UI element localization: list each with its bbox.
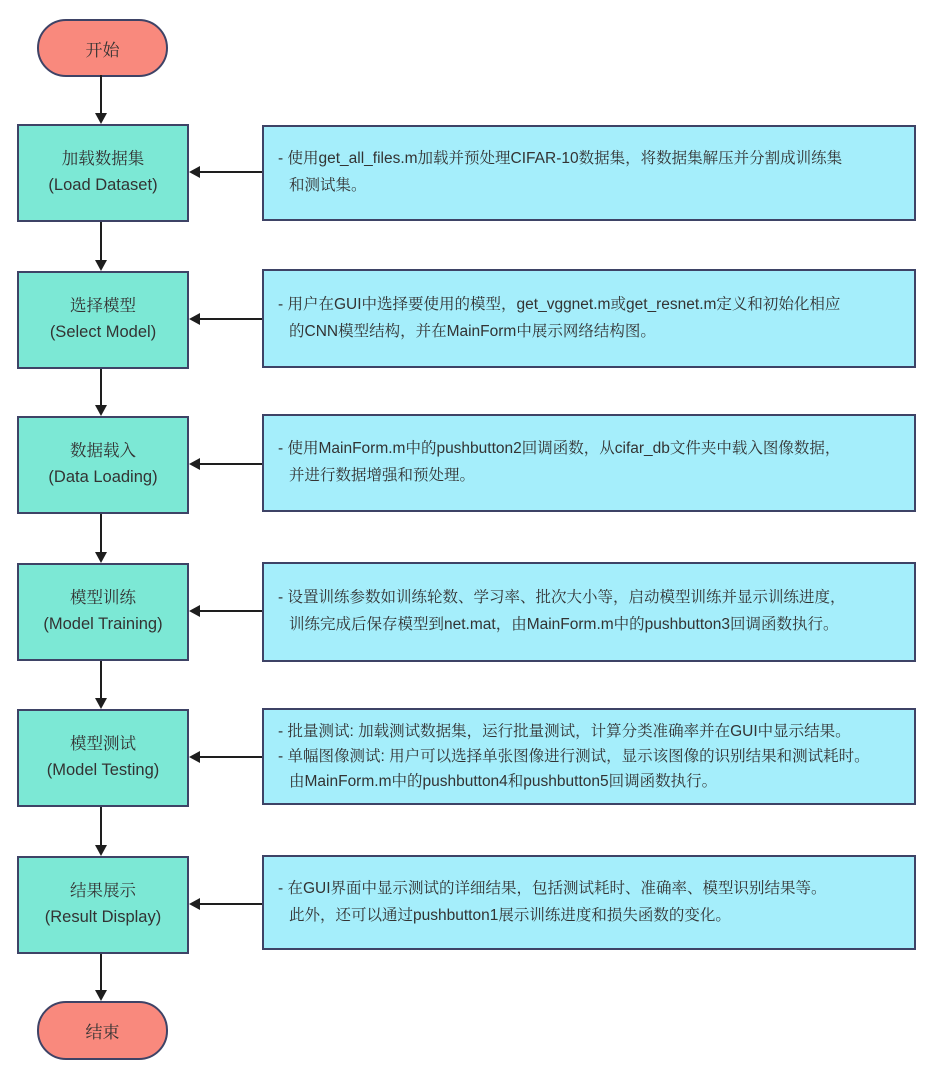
connector-line	[100, 659, 102, 699]
arrow-down-icon	[95, 990, 107, 1001]
process-box-result-display	[17, 856, 189, 954]
note-line: - 批量测试: 加载测试数据集，运行批量测试，计算分类准确率并在GUI中显示结果。	[278, 722, 851, 740]
note-line: 训练完成后保存模型到net.mat，由MainForm.m中的pushbutton3回调函数执行。	[289, 616, 839, 633]
process-box-data-loading	[17, 416, 189, 514]
note-line: 和测试集。	[289, 177, 367, 194]
note-box-data-loading	[262, 414, 916, 512]
process-title-zh: 数据载入	[70, 442, 136, 461]
note-line: 由MainForm.m中的pushbutton4和pushbutton5回调函数执行。	[289, 773, 718, 791]
arrow-down-icon	[95, 405, 107, 416]
arrow-left-icon	[189, 751, 200, 763]
process-title-en: (Model Testing)	[46, 761, 160, 779]
note-line: 的CNN模型结构，并在MainForm中展示网络结构图。	[289, 322, 656, 340]
note-line: - 用户在GUI中选择要使用的模型，get_vggnet.m或get_resnet.m定义和初始化相应	[278, 295, 841, 313]
note-line: - 使用MainForm.m中的pushbutton2回调函数，从cifar_db文件夹中载入图像数据，	[278, 440, 841, 458]
note-line: 此外，还可以通过pushbutton1展示训练进度和损失函数的变化。	[289, 906, 731, 924]
note-line: - 在GUI界面中显示测试的详细结果，包括测试耗时、准确率、模型识别结果等。	[278, 879, 827, 897]
end-label: 结束	[85, 1023, 120, 1042]
arrow-left-icon	[189, 166, 200, 178]
process-title-en: (Load Dataset)	[48, 176, 158, 194]
process-title-en: (Model Training)	[43, 615, 163, 633]
connector-line	[100, 220, 102, 260]
connector-line	[200, 610, 262, 612]
note-box-model-training	[262, 562, 916, 662]
note-box-load-dataset	[262, 125, 916, 221]
note-box-model-testing	[262, 708, 916, 805]
connector-line	[100, 367, 102, 406]
arrow-left-icon	[189, 458, 200, 470]
connector-line	[200, 318, 262, 320]
arrow-down-icon	[95, 552, 107, 563]
arrow-left-icon	[189, 605, 200, 617]
arrow-down-icon	[95, 845, 107, 856]
process-box-select-model	[17, 271, 189, 369]
process-title-en: (Select Model)	[49, 323, 157, 341]
arrow-left-icon	[189, 313, 200, 325]
process-title-en: (Result Display)	[44, 908, 162, 926]
process-title-zh: 加载数据集	[61, 150, 145, 169]
connector-line	[200, 171, 262, 173]
connector-line	[100, 512, 102, 553]
connector-line	[200, 756, 262, 758]
start-terminal	[37, 19, 168, 77]
process-title-zh: 模型测试	[70, 735, 136, 754]
process-box-model-training	[17, 563, 189, 661]
arrow-down-icon	[95, 113, 107, 124]
note-line: - 设置训练参数如训练轮数、学习率、批次大小等，启动模型训练并显示训练进度，	[278, 589, 846, 607]
process-title-zh: 结果展示	[70, 882, 136, 901]
connector-line	[200, 903, 262, 905]
start-label: 开始	[85, 40, 120, 60]
note-box-select-model	[262, 269, 916, 368]
connector-line	[100, 952, 102, 991]
connector-line	[200, 463, 262, 465]
process-box-model-testing	[17, 709, 189, 807]
arrow-left-icon	[189, 898, 200, 910]
note-line: - 使用get_all_files.m加载并预处理CIFAR-10数据集，将数据集解压并分割成训练集	[278, 150, 843, 168]
process-title-en: (Data Loading)	[48, 468, 158, 486]
note-box-result-display	[262, 855, 916, 950]
connector-line	[100, 75, 102, 114]
end-terminal	[37, 1001, 168, 1060]
connector-line	[100, 805, 102, 846]
arrow-down-icon	[95, 260, 107, 271]
arrow-down-icon	[95, 698, 107, 709]
process-title-zh: 选择模型	[70, 297, 136, 316]
note-line: - 单幅图像测试: 用户可以选择单张图像进行测试，显示该图像的识别结果和测试耗时。	[278, 747, 870, 765]
process-box-load-dataset	[17, 124, 189, 222]
process-title-zh: 模型训练	[70, 589, 136, 608]
note-line: 并进行数据增强和预处理。	[289, 467, 476, 484]
